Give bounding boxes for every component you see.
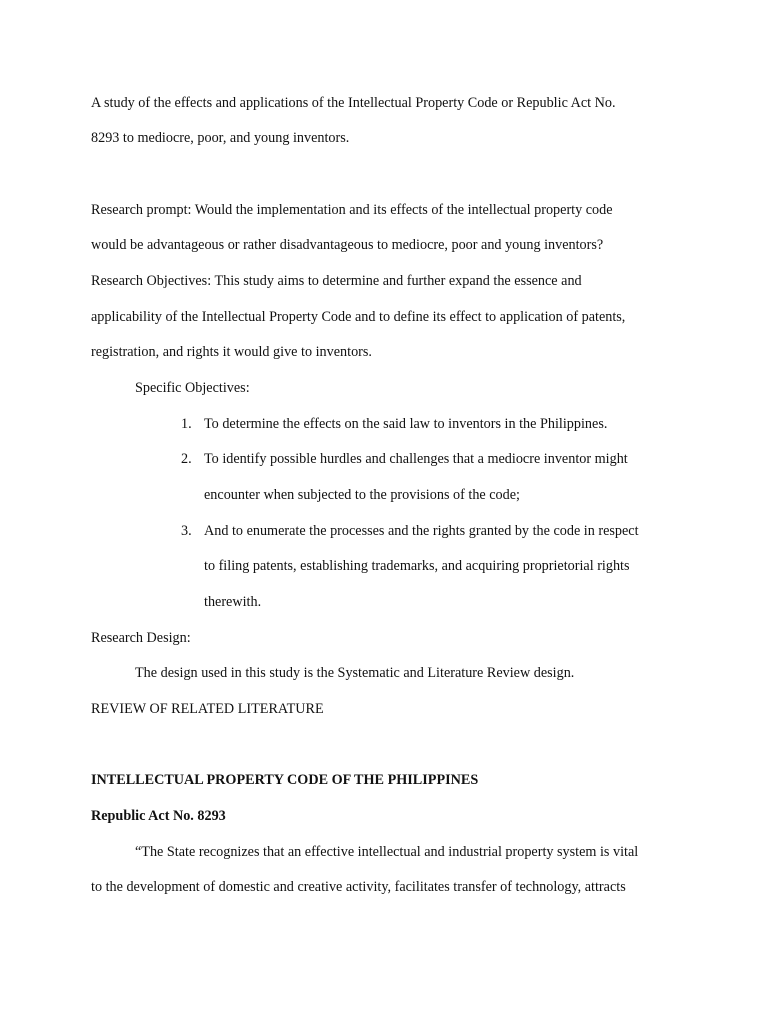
- list-item-number: 2.: [181, 451, 192, 467]
- research-design-text: The design used in this study is the Systematic and Literature Review design.: [135, 665, 575, 681]
- list-item-number: 1.: [181, 416, 192, 432]
- quote-line-2: to the development of domestic and creative activity, facilitates transfer of technology, attracts: [91, 879, 626, 895]
- list-item-text: To determine the effects on the said law to inventors in the Philippines.: [204, 416, 608, 432]
- research-prompt-line-1: Research prompt: Would the implementation and its effects of the intellectual property code: [91, 202, 613, 218]
- list-item-text: therewith.: [204, 594, 262, 610]
- title-line-1: A study of the effects and applications of the Intellectual Property Code or Republic Act No.: [91, 95, 616, 111]
- review-heading: REVIEW OF RELATED LITERATURE: [91, 701, 324, 717]
- research-prompt-line-2: would be advantageous or rather disadvantageous to mediocre, poor and young inventors?: [91, 237, 604, 253]
- research-design-heading: Research Design:: [91, 630, 191, 646]
- list-item-number: 3.: [181, 523, 192, 539]
- research-objectives-line-2: applicability of the Intellectual Property Code and to define its effect to application of patents,: [91, 309, 626, 325]
- list-item-text: And to enumerate the processes and the rights granted by the code in respect: [204, 523, 639, 539]
- list-item-text: To identify possible hurdles and challenges that a mediocre inventor might: [204, 451, 628, 467]
- title-line-2: 8293 to mediocre, poor, and young inventors.: [91, 130, 350, 146]
- ip-code-heading: INTELLECTUAL PROPERTY CODE OF THE PHILIPPINES: [91, 772, 479, 788]
- quote-line-1: “The State recognizes that an effective intellectual and industrial property system is vital: [135, 844, 639, 860]
- specific-objectives-heading: Specific Objectives:: [135, 380, 250, 396]
- research-objectives-line-1: Research Objectives: This study aims to determine and further expand the essence and: [91, 273, 582, 289]
- research-objectives-line-3: registration, and rights it would give to inventors.: [91, 344, 372, 360]
- list-item-text: encounter when subjected to the provisions of the code;: [204, 487, 520, 503]
- list-item-text: to filing patents, establishing trademarks, and acquiring proprietorial rights: [204, 558, 630, 574]
- republic-act-heading: Republic Act No. 8293: [91, 808, 226, 824]
